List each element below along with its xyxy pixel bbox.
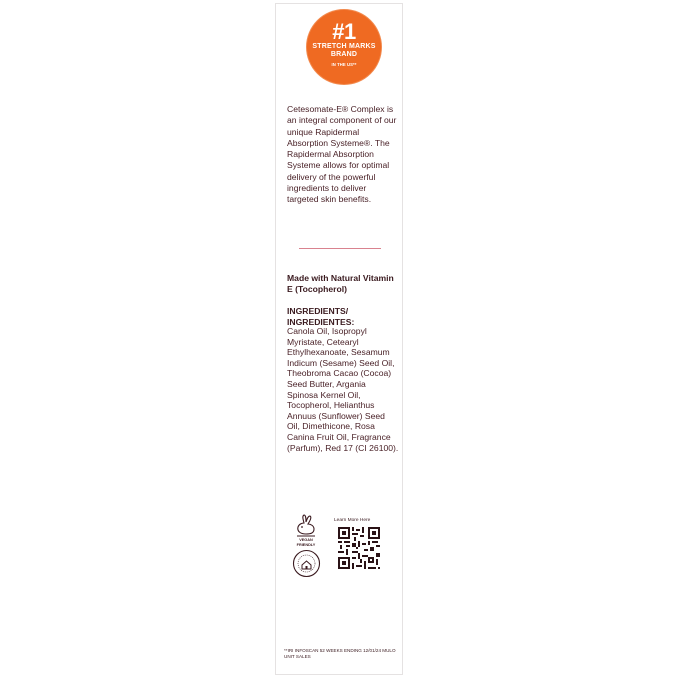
family-owned-seal-icon	[292, 549, 321, 578]
ingredients-list: Canola Oil, Isopropyl Myristate, Cetearyl Ethylhexanoate, Sesamum Indicum (Sesame) Seed Oil, Theobroma Cacao (Cocoa) Seed Butter, Argania Spinosa Kernel Oil, Tocopherol, Helianthus Annuus (Sunflower) Seed Oil, Dimethicone, Rosa Canina Fruit Oil, Fragrance (Parfum), Red 17 (CI 26100).	[287, 326, 399, 453]
badge-line-2: BRAND	[330, 51, 358, 58]
badge-line-3: IN THE US**	[331, 62, 357, 67]
section-divider	[299, 248, 381, 249]
made-with-text: Made with Natural Vitamin E (Tocopherol)	[287, 273, 394, 294]
number-one-badge	[307, 10, 381, 84]
footnote: **IRI INFOSCAN 52 WEEKS ENDING 12/01/24 MULO UNIT SALES	[284, 648, 396, 659]
qr-code-icon[interactable]	[337, 526, 381, 570]
ingredients-title: INGREDIENTS/ INGREDIENTES:	[287, 306, 355, 327]
vegan-label: VEGAN FRIENDLY	[296, 538, 316, 547]
product-description: Cetesomate-E® Complex is an integral component of our unique Rapidermal Absorption Systeme®. The Rapidermal Absorption Systeme allows for optimal delivery of the powerful ingredients to deliver targeted skin benefits.	[287, 104, 397, 205]
badge-line-1: STRETCH MARKS	[312, 43, 376, 50]
badge-rank: #1	[332, 19, 356, 44]
product-panel	[275, 3, 403, 675]
learn-more-text: Learn More Here	[334, 518, 371, 523]
